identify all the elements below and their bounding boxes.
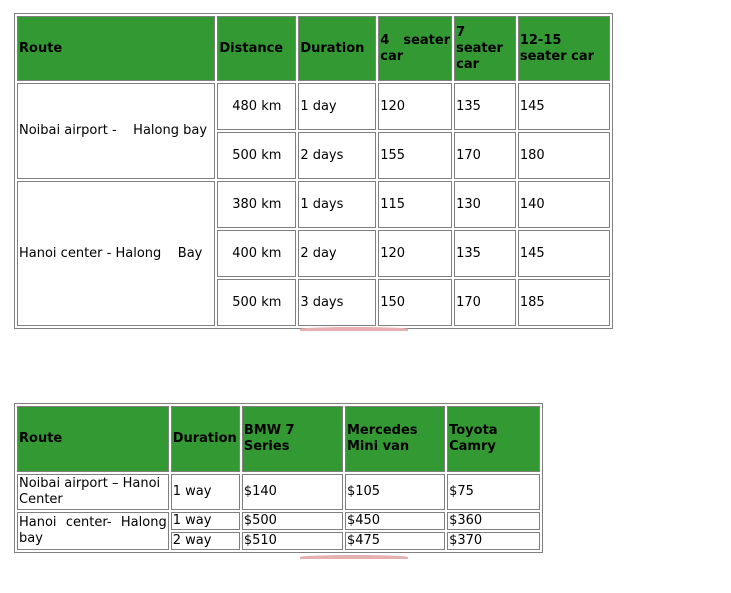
duration-cell: 3 days [298,279,376,326]
price-12-15-seater: 180 [518,132,610,179]
duration-cell: 2 way [171,532,240,550]
price-12-15-seater: 185 [518,279,610,326]
distance-cell: 380 km [217,181,296,228]
header-bmw-7-series: BMW 7 Series [242,406,343,472]
header-route: Route [17,16,215,81]
distance-cell: 500 km [217,132,296,179]
duration-cell: 1 day [298,83,376,130]
table-header-row [17,16,610,81]
price-12-15-seater: 140 [518,181,610,228]
header-12-15-seater: 12-15 seater car [518,16,610,81]
price-12-15-seater: 145 [518,230,610,277]
decorative-shadow [300,555,408,559]
price-4-seater: 120 [378,230,452,277]
price-toyota: $370 [447,532,540,550]
table-row [17,181,610,228]
header-route: Route [17,406,169,472]
distance-cell: 400 km [217,230,296,277]
price-4-seater: 115 [378,181,452,228]
duration-cell: 1 way [171,474,240,510]
header-mercedes-mini-van: Mercedes Mini van [345,406,445,472]
duration-cell: 1 days [298,181,376,228]
header-distance: Distance [217,16,296,81]
car-rental-price-table [14,13,613,329]
price-mercedes: $450 [345,512,445,530]
route-name: Hanoi center - Halong Bay [17,181,215,326]
price-bmw: $510 [242,532,343,550]
price-toyota: $360 [447,512,540,530]
price-7-seater: 135 [454,83,516,130]
price-12-15-seater: 145 [518,83,610,130]
price-7-seater: 170 [454,279,516,326]
price-4-seater: 150 [378,279,452,326]
table-row [17,512,540,530]
price-7-seater: 130 [454,181,516,228]
route-name: Noibai airport - Halong bay [17,83,215,179]
price-toyota: $75 [447,474,540,510]
price-4-seater: 155 [378,132,452,179]
luxury-car-price-table [14,403,543,553]
header-duration: Duration [298,16,376,81]
duration-cell: 2 days [298,132,376,179]
price-bmw: $140 [242,474,343,510]
price-4-seater: 120 [378,83,452,130]
header-duration: Duration [171,406,240,472]
price-mercedes: $475 [345,532,445,550]
distance-cell: 500 km [217,279,296,326]
price-7-seater: 135 [454,230,516,277]
header-4-seater: 4 seater car [378,16,452,81]
duration-cell: 1 way [171,512,240,530]
table-row [17,474,540,510]
price-bmw: $500 [242,512,343,530]
distance-cell: 480 km [217,83,296,130]
duration-cell: 2 day [298,230,376,277]
route-name: Hanoi center- Halong bay [17,512,169,550]
decorative-shadow [300,327,408,331]
table-row [17,83,610,130]
price-mercedes: $105 [345,474,445,510]
route-name: Noibai airport – Hanoi Center [17,474,169,510]
header-toyota-camry: Toyota Camry [447,406,540,472]
header-7-seater: 7 seater car [454,16,516,81]
price-7-seater: 170 [454,132,516,179]
table-header-row [17,406,540,472]
